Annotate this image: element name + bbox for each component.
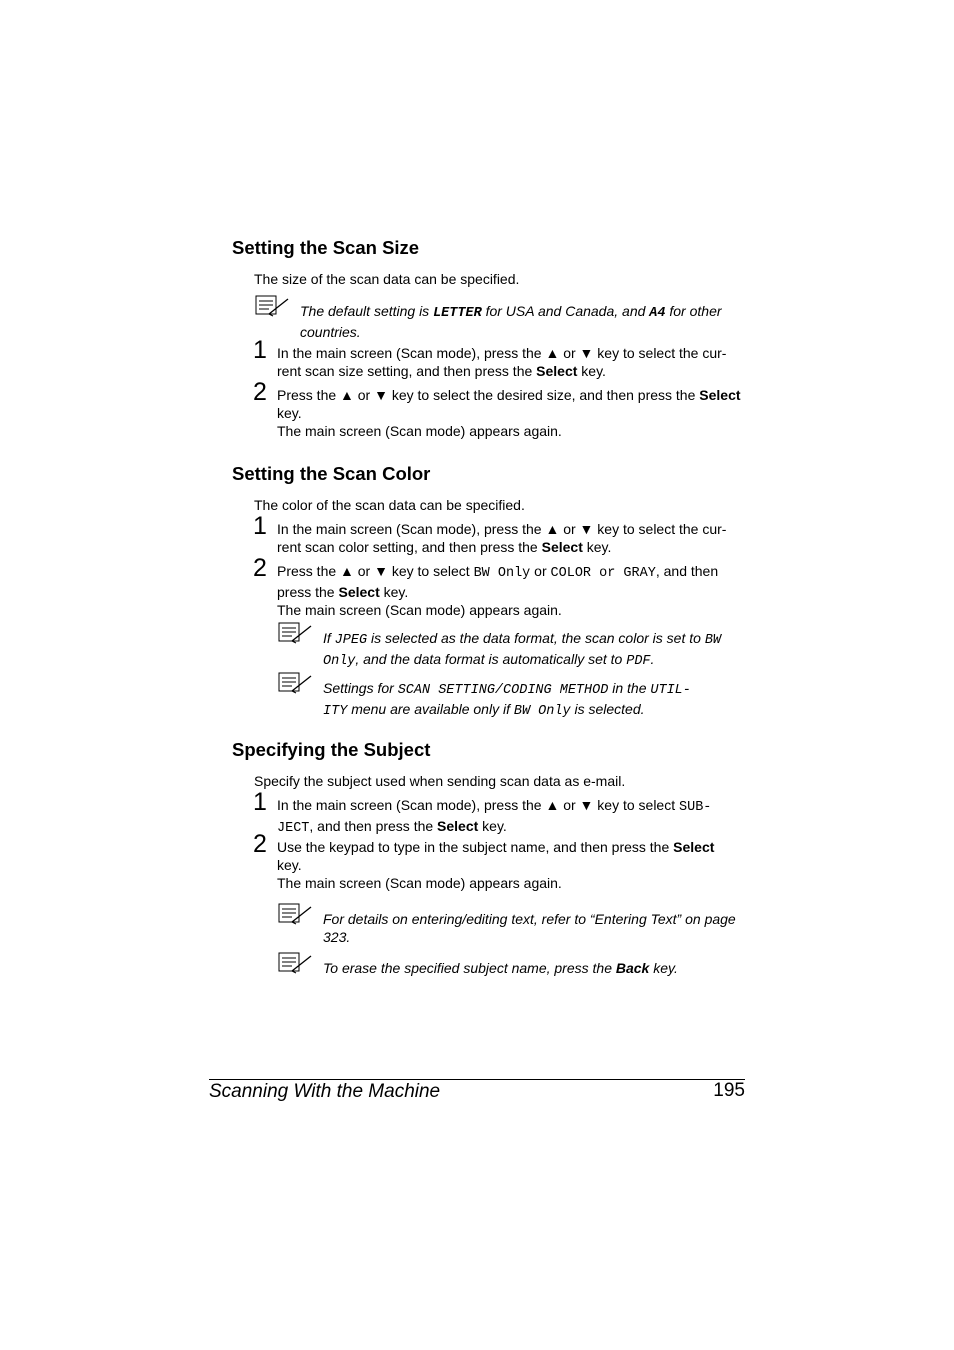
- note-icon: [278, 951, 314, 975]
- step-number: 1: [253, 336, 267, 364]
- section-heading-scan-color: Setting the Scan Color: [232, 463, 431, 484]
- step-number: 1: [253, 512, 267, 540]
- scan-color-note-jpeg: If JPEG is selected as the data format, the scan color is set to BW Only, and the data format is automatically set to PDF.: [323, 630, 722, 669]
- subject-step1: In the main screen (Scan mode), press the ▲ or ▼ key to select SUB- JECT, and then press the Select key.: [277, 797, 712, 836]
- scan-size-intro: The size of the scan data can be specified.: [254, 271, 520, 287]
- footer-rule: [209, 1079, 745, 1080]
- scan-color-step2: Press the ▲ or ▼ key to select BW Only or COLOR or GRAY, and then press the Select key. The main screen (Scan mode) appears again.: [277, 563, 719, 618]
- scan-color-note-utility: Settings for SCAN SETTING/CODING METHOD in the UTIL- ITY menu are available only if BW Only is selected.: [323, 680, 691, 719]
- subject-note-entering-text: For details on entering/editing text, refer to “Entering Text” on page 323.: [323, 911, 736, 945]
- subject-intro: Specify the subject used when sending scan data as e-mail.: [254, 773, 626, 789]
- scan-size-step2: Press the ▲ or ▼ key to select the desired size, and then press the Select key. The main screen (Scan mode) appears again.: [277, 387, 741, 439]
- note-icon: [255, 294, 291, 318]
- scan-size-note: The default setting is LETTER for USA and Canada, and A4 for other countries.: [300, 303, 722, 340]
- note-icon: [278, 671, 314, 695]
- step-number: 2: [253, 830, 267, 858]
- scan-size-step1: In the main screen (Scan mode), press the ▲ or ▼ key to select the cur- rent scan size setting, and then press the Select key.: [277, 345, 727, 379]
- note-icon: [278, 902, 314, 926]
- step-number: 2: [253, 554, 267, 582]
- scan-color-intro: The color of the scan data can be specified.: [254, 497, 525, 513]
- subject-note-erase: To erase the specified subject name, press the Back key.: [323, 960, 678, 976]
- subject-step2: Use the keypad to type in the subject name, and then press the Select key. The main screen (Scan mode) appears again.: [277, 839, 715, 891]
- note-icon: [278, 621, 314, 645]
- footer-page-number: 195: [713, 1080, 745, 1101]
- section-heading-scan-size: Setting the Scan Size: [232, 237, 420, 258]
- section-heading-subject: Specifying the Subject: [232, 739, 431, 760]
- scan-color-step1: In the main screen (Scan mode), press the ▲ or ▼ key to select the cur- rent scan color setting, and then press the Select key.: [277, 521, 727, 555]
- step-number: 2: [253, 378, 267, 406]
- footer-chapter-title: Scanning With the Machine: [209, 1081, 441, 1102]
- step-number: 1: [253, 788, 267, 816]
